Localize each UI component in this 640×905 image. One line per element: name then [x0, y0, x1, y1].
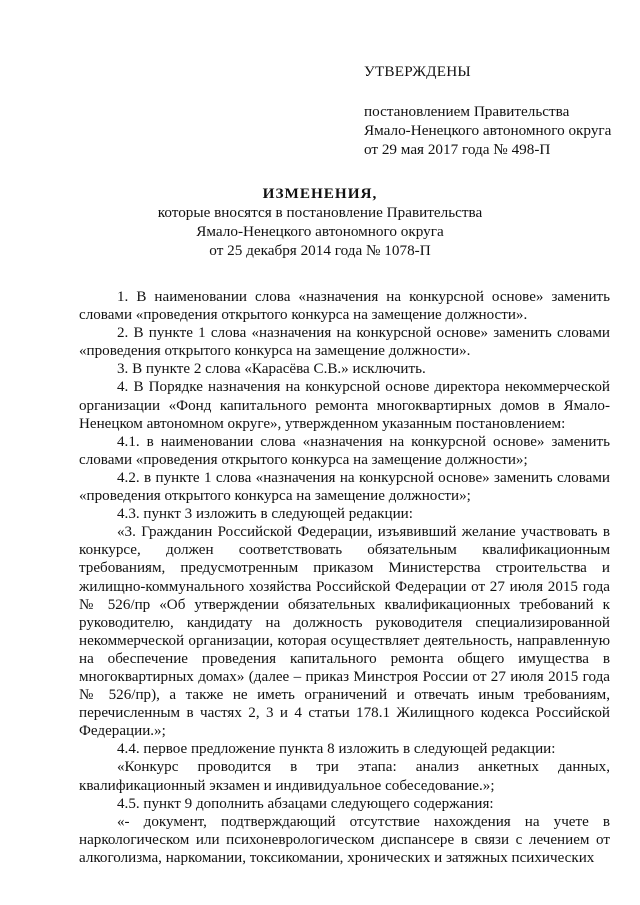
- paragraph: 4. В Порядке назначения на конкурсной основе директора некоммерческой организации «Фонд капитального ремонта многоквартирных домов в Ямало-Ненецком автономном округе», утвержденном указанным постановлением:: [79, 379, 610, 432]
- paragraph: «Конкурс проводится в три этапа: анализ анкетных данных, квалификационный экзамен и индивидуальное собеседование.»;: [79, 759, 610, 794]
- approval-line: Ямало-Ненецкого автономного округа: [364, 122, 612, 139]
- title-subline: от 25 декабря 2014 года № 1078-П: [209, 242, 431, 259]
- paragraph: 4.3. пункт 3 изложить в следующей редакции:: [117, 506, 413, 523]
- paragraph: «- документ, подтверждающий отсутствие нахождения на учете в наркологическом или психоневрологическом диспансере в связи с лечением от алкоголизма, наркомании, токсикомании, хронических и затяжных психических: [79, 813, 610, 866]
- approval-block: [364, 62, 626, 159]
- paragraph: 1. В наименовании слова «назначения на конкурсной основе» заменить словами «проведения открытого конкурса на замещение должности».: [79, 289, 610, 324]
- paragraph: 4.2. в пункте 1 слова «назначения на конкурсной основе» заменить словами «проведения открытого конкурса на замещение должности»;: [79, 469, 610, 505]
- title-subline: Ямало-Ненецкого автономного округа: [196, 223, 444, 240]
- document-title-block: [0, 184, 640, 260]
- approval-heading: УТВЕРЖДЕНЫ: [364, 63, 471, 80]
- paragraph: 4.4. первое предложение пункта 8 изложить в следующей редакции:: [117, 741, 556, 758]
- approval-line: от 29 мая 2017 года № 498-П: [364, 141, 551, 158]
- paragraph: 2. В пункте 1 слова «назначения на конкурсной основе» заменить словами «проведения открытого конкурса на замещение должности».: [79, 325, 610, 360]
- paragraph: 4.1. в наименовании слова «назначения на конкурсной основе» заменить словами «проведения открытого конкурса на замещение должности»;: [79, 433, 610, 468]
- document-body: [79, 288, 610, 867]
- document-title: ИЗМЕНЕНИЯ,: [262, 185, 378, 202]
- paragraph: 4.5. пункт 9 дополнить абзацами следующего содержания:: [117, 795, 494, 812]
- paragraph: «3. Гражданин Российской Федерации, изъявивший желание участвовать в конкурсе, должен соответствовать обязательным квалификационным требованиям, предусмотренным приказом Министерства строительства и жилищно-коммунального хозяйства Российской Федерации от 27 июля 2015 года № 526/пр «Об утверждении обязательных квалификационных требований к руководителю, кандидату на должность руководителя специализированной некоммерческой организации, которая осуществляет деятельность, направленную на обеспечение проведения капитального ремонта общего имущества в многоквартирных домах» (далее – приказ Минстроя России от 27 июля 2015 года № 526/пр), а также не иметь ограничений и отвечать иным требованиям, перечисленным в частях 2, 3 и 4 статьи 178.1 Жилищного кодекса Российской Федерации.»;: [79, 524, 610, 740]
- approval-line: постановлением Правительства: [364, 103, 570, 120]
- paragraph: 3. В пункте 2 слова «Карасёва С.В.» исключить.: [117, 361, 426, 378]
- title-subline: которые вносятся в постановление Правительства: [157, 204, 483, 221]
